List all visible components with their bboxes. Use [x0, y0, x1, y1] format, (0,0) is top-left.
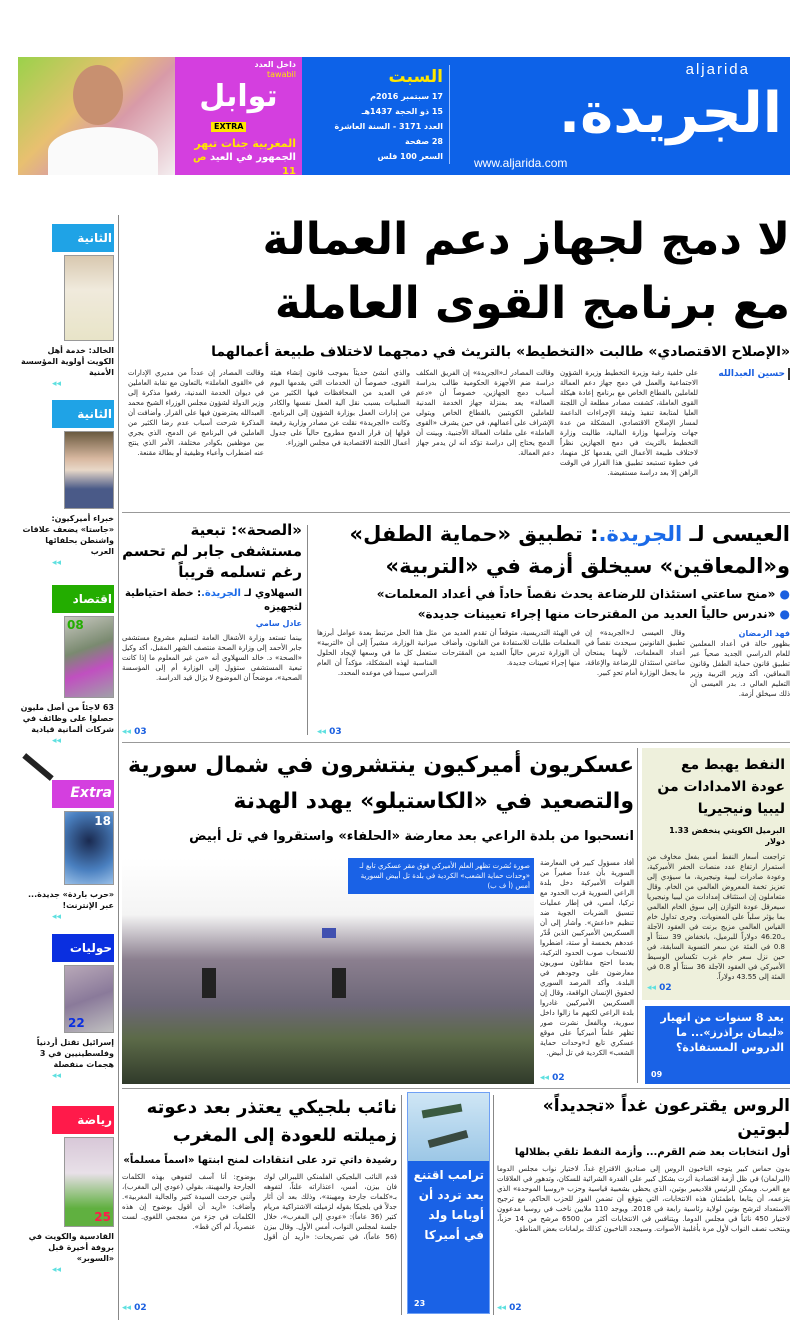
syria-headline-line2: والتصعيد في «الكاستيلو» يهدد الهدنة: [233, 789, 634, 814]
promo-photo: [18, 57, 175, 175]
sidebar-caption[interactable]: 63 لاجئاً من أصل مليون حصلوا على وظائف في شركات ألمانية قيادية: [20, 703, 114, 734]
sidebar-item[interactable]: [20, 934, 114, 1082]
headline-text: العيسى لـ: [689, 522, 790, 546]
syria-body: أفاد مسؤول كبير في المعارضة السورية بأن عدداً صغيراً من القوات الأميركية دخل بلدة الراعي السورية قرب الحدود مع تركيا، أمس، في إطار عمليات تنسيق الضربات الجوية ضد تنظيم «داعش». وأشار إلى أن العسكريين الأميركيين الذين قُدّر عددهم بخمسة أو ستة، اضطروا للانسحاب صوب الحدود التركية، بعدما احتج مقاتلون سوريون معارضون على وجودهم في البلدة. وأكد المرصد السوري لحقوق الإنسان الواقعة، وقال إن العسكريين الأميركيين غادروا بلدة الراعي لكنهم ما زالوا داخل سورية، وبالفعل نشرت صور تظهر علماً أميركياً على موقع عسكري تابع لـ«وحدات حماية الشعب» الكردية في تل أبيض.: [540, 859, 634, 1057]
section-header[interactable]: رياضة: [52, 1106, 114, 1134]
oil-box: [642, 748, 790, 1000]
lead-story: [122, 208, 790, 510]
headline-text: : تطبيق «حماية الطفل»: [349, 522, 599, 546]
sidebar-item[interactable]: [20, 400, 114, 569]
subhead-text: : خطة احتياطية لتجهيزه: [124, 588, 302, 613]
sidebar-item[interactable]: [20, 224, 114, 390]
russia-headline[interactable]: الروس يقترعون غداً «تجديداً» لبوتين: [542, 1096, 790, 1140]
sidebar-item[interactable]: [20, 780, 114, 923]
sidebar-photo: [64, 1137, 114, 1227]
more-arrow-icon[interactable]: ◂◂: [52, 379, 62, 389]
section-header[interactable]: حوليات: [52, 934, 114, 962]
education-column: في الهيئة التدريسية، متوقعاً أن تقدم العديد من المعلمات طلبات للاستفادة من القانون، وأضاف أن الوزارة تدرس حالياً العديد من المقترحات منها إجراء تعيينات جديدة.: [442, 629, 580, 667]
date-gregorian: 17 سبتمبر 2016م: [370, 92, 443, 101]
sidebar-photo: [64, 616, 114, 698]
website-link[interactable]: www.aljarida.com: [474, 156, 568, 170]
health-byline: عادل سامي: [255, 619, 302, 628]
oil-headline[interactable]: النفط يهبط مع عودة الامدادات من ليبيا ونيجيريا: [657, 757, 785, 817]
continue-page-link[interactable]: ◂◂ 02: [647, 982, 785, 994]
health-body: بينما تستعد وزارة الأشغال العامة لتسليم مشروع مستشفى جابر الأحمد إلى وزارة الصحة منتصف الشهر المقبل، أكد وكيل «الصحة» د. خالد السهلاوي أنه «من غير المعلوم ما إذا كانت تبعية المستشفى ستؤول إلى الوزارة أم إلى المؤسسة الصحية»، موضحاً أن الموضوع لا يزال قيد الدراسة.: [122, 634, 302, 682]
education-bullets: ● «منح ساعتي استئذان للرضاعة يحدث نقصاً حاداً في أعداد المعلمات» ● «ندرس حالياً العديد من المقترحات منها إجراء تعيينات جديدة»: [376, 587, 790, 621]
trump-headline: ترامب اقتنع بعد تردد أن أوباما ولد في أميركا: [413, 1168, 484, 1242]
russia-body: بدون حماس كبير يتوجه الناخبون الروس إلى صناديق الاقتراع غداً، لاختيار نواب مجلس الدوما (البرلمان) في ظل أزمة اقتصادية أثرت بشكل كبير على القدرة الشرائية للسكان، وتدهور في العلاقات مع الغرب. ويمكن للرئيس فلاديمير بوتين، الذي يحظى بشعبية قياسية وحزب «روسيا الموحدة» الذي يتزعمه، أن يتابعا باطمئنان هذه الانتخابات، التي يتوقع أن تضمن الفوز للحزب الحاكم، مع ترجيح الاستعداد لترشح بوتين لولاية رئاسية رابعة في 2018. ويوجد 110 ملايين ناخب في روسيا مدعوون لاختيار 450 نائباً في مجلس الدوما. ويتنافس في الانتخابات أكثر من 6500 مرشح من 14 حزباً، وينتخب نصف النواب لأول مرة بأغلبية الأصوات. وسيجدد الناخبون كذلك برلمانات بعض المناطق.: [497, 1165, 790, 1233]
education-headline-line2: و«المعاقين» سيخلق أزمة في «التربية»: [385, 554, 790, 578]
lead-column: على خلفية رغبة وزيرة التخطيط وزيرة الشؤون الاجتماعية والعمل في دمج جهاز دعم العمالة للعاملين بالقطاع الخاص مع برنامج إعادة هيكلة القوى العاملة، كشفت مصادر مطلعة أن اللجنة العليا لمتابعة تنفيذ وثيقة الإجراءات الداعمة لمسار الإصلاح الاقتصادي، المشكلة من عدة جهات وترأسها وزارة المالية، طالبت وزارة التخطيط بالتريث في دمج الجهازين نظراً لاختلاف طبيعة الأعمال التي يقدمها كل منهما، في خطوة تستبعد تطبيق هذا القرار في الوقت الراهن إلا بعد دراسة مستفيضة.: [560, 369, 698, 477]
continue-page-link[interactable]: ◂◂ 03: [122, 726, 302, 738]
lead-byline: حسين العبدالله: [704, 368, 790, 380]
belgium-headline[interactable]: نائب بلجيكي يعتذر بعد دعوته زميلته للعودة إلى المغرب: [146, 1097, 397, 1146]
lead-column: وقالت المصادر لـ«الجريدة» إن الفريق المكلف دراسة ضم الأجهزة الحكومية طالب بدراسة أسباب دمج الجهازين، خصوصاً أن «دعم العمالة» يعد بمنزلة جهاز الخدمة المدنية للعاملين الكويتيين بالقطاع الخاص ويتولى الإشراف على أعمالهم، في حين يشرف «القوى العاملة» على ملفات العمالة الأجنبية. وبينت أن الدمج يحتاج إلى دراسة تؤكد أنه لن يدمر جهاز دعم العمالة.: [416, 369, 554, 457]
lead-column: والذي أنشئ حديثاً بموجب قانون إنشاء هيئة القوى، خصوصاً أن الخدمات التي يقدمها اليوم في العديد من المحافظات فيها الكثير من السلبيات بسبب نقل آلية العمل نفسها والكادر من إدارات العمل بوزارة الشؤون إلى البرنامج. وكانت «الجريدة» نقلت عن مصادر وزارية رفيعة قولها إن قرار الدمج مطروح حالياً على جدول أعمال اللجنة الاقتصادية في مجلس الوزراء.: [270, 369, 410, 447]
issue-number: العدد 3171 - السنة العاشرة: [334, 122, 443, 131]
health-story: [122, 520, 302, 738]
belgium-story: [122, 1094, 397, 1314]
page-number: 22: [68, 1016, 85, 1030]
continue-page-link[interactable]: ◂◂ 02: [497, 1302, 790, 1314]
bullet-text: «منح ساعتي استئذان للرضاعة يحدث نقصاً حاداً في أعداد المعلمات»: [376, 587, 776, 601]
sidebar-caption[interactable]: الخالد: خدمة أهل الكويت أولوية المؤسسة الأمنية: [20, 346, 114, 377]
lehman-headline: بعد 8 سنوات من انهيار «ليمان براذرز»... ما الدروس المستفادة؟: [660, 1011, 784, 1054]
promo-brand: توابل: [199, 79, 278, 114]
brand-inline: الجريدة.: [598, 522, 683, 546]
more-arrow-icon[interactable]: ◂◂: [52, 1071, 62, 1081]
syria-subhead: انسحبوا من بلدة الراعي بعد معارضة «الحلفاء» واستقروا في تل أبيض: [189, 829, 634, 844]
page-number: 18: [94, 814, 111, 828]
page-ref: 09: [651, 1070, 663, 1079]
logo[interactable]: الجريدة.: [558, 81, 782, 146]
education-byline: فهد الرمضان: [738, 629, 790, 638]
sidebar-caption[interactable]: القادسية والكويت في بروفة أخيرة قبل «السوبر»: [28, 1232, 114, 1263]
price: السعر 100 فلس: [377, 152, 443, 161]
health-headline[interactable]: «الصحة»: تبعية مستشفى جابر لم تحسم رغم تسلمه قريباً: [122, 521, 302, 581]
sidebar-item[interactable]: [20, 1106, 114, 1276]
promo-line2: الجمهور في العيد: [209, 152, 296, 163]
photo-caption: صورة نُشرت تظهر العلم الأميركي فوق مقر عسكري تابع لـ «وحدات حماية الشعب» الكردية في بلدة تل أبيض السورية أمس (أ ف ب): [348, 858, 534, 894]
more-arrow-icon[interactable]: ◂◂: [52, 1265, 62, 1275]
lead-headline-line2: مع برنامج القوى العاملة: [274, 278, 790, 329]
lead-headline[interactable]: [122, 208, 790, 336]
masthead: [302, 57, 790, 175]
day-name: السبت: [388, 67, 443, 87]
promo-brand-en: tawabil: [266, 70, 296, 79]
sidebar-caption[interactable]: إسرائيل تقتل أردنياً وفلسطينيين في 3 هجمات منفصلة: [36, 1038, 114, 1069]
lead-column: وقالت المصادر إن عدداً من مديري الإدارات في «القوى العاملة» بالتعاون مع نقابة العاملين في ديوان الخدمة المدنية، رفعوا مذكرة إلى وزير الدولة لشؤون مجلس الوزراء الشيخ محمد العبدالله يعترضون فيها على القرار. وأضافت أن المذكرة شرحت أسباب عدم رضا الكثير من العاملين في البرنامج عن الدمج، الذي يجري بين موظفين بكوادر مختلفة، الأمر الذي ينتج عنه اضطراب وأعباء وظيفية أو بطالة مقنعة.: [128, 369, 264, 457]
page-number: 25: [94, 1210, 111, 1224]
continue-page-link[interactable]: ◂◂ 02: [540, 1072, 634, 1084]
promo-line1: المغربية جنات تبهر: [194, 137, 296, 150]
education-headline[interactable]: [312, 518, 790, 582]
syria-headline[interactable]: [122, 748, 634, 820]
page-count: 28 صفحة: [404, 137, 443, 146]
continue-page-link[interactable]: ◂◂ 03: [317, 726, 437, 738]
sidebar-photo: [64, 811, 114, 885]
promo-page: ص 11: [193, 152, 296, 177]
education-story: [312, 518, 790, 738]
section-header[interactable]: الثانية: [52, 224, 114, 252]
oil-subhead: البرميل الكويتي ينخفض 1.33 دولار: [669, 826, 785, 846]
magnifier-icon: [22, 753, 53, 781]
education-column: بظهور حالة في أعداد المعلمين للعام الدراسي الجديد صحياً عبر تطبيق قانون حماية الطفل وقانون المعاقين، أكد وزير التربية وزير التعليم العالي د. بدر العيسى أن ذلك سيخلق أزمة.: [690, 640, 790, 698]
section-label: Extra: [70, 785, 112, 801]
education-column: مثل هذا الحل مرتبط بعدة عوامل أبرزها ميزانية الوزارة، مشيراً إلى أن «التربية» ستعمل كل ما في وسعها لإيجاد الحلول المناسبة لهذه المشكلة، مؤكداً أن العام الدراسي سيبدأ في موعده المحدد.: [317, 629, 437, 677]
lehman-box[interactable]: [645, 1006, 790, 1084]
promo-extra-badge: EXTRA: [211, 122, 246, 132]
page-number: 08: [67, 618, 84, 632]
lead-headline-line1: لا دمج لجهاز دعم العمالة: [262, 214, 790, 265]
education-column: وقال العيسى لـ«الجريدة» إن تطبيق القانونين سيحدث نقصاً في أعداد المعلمات، لأنهما يمنحان ساعتي استئذان للرضاعة والإعاقة، ما يجعل الوزارة أمام تحدٍ كبير.: [585, 629, 685, 677]
section-header[interactable]: اقتصاد: [52, 585, 114, 613]
oil-body: تراجعت أسعار النفط أمس بفعل مخاوف من استمرار ارتفاع عدد منصات الحفر الأميركية، وعودة صادرات ليبية ونيجيرية، ما سيؤدي إلى تعزيز تخمة المعروض العالمي من الخام. وقال متعاملون إن استئناف إمدادات من ليبيا ونيجيريا سيعرقل عودة التوازن إلى سوق الخام العالمي بما يؤثر سلباً على المعنويات. وجرى تداول خام القياس العالمي مزيج برنت في العقود الآجلة بـ46.20 دولاراً للبرميل، بانخفاض 39 سنتاً أو 0.8 في المئة عن سعر التسوية السابقة، في حين نزل سعر خام غرب تكساس الوسيط الأميركي في العقود الآجلة 36 سنتاً أو 0.8 في المئة إلى 43.55 دولاراً.: [647, 853, 785, 981]
trump-photo: [408, 1093, 489, 1161]
sidebar-caption[interactable]: «حرب باردة» جديدة... عبر الإنترنت!: [28, 890, 114, 910]
subhead-text: السهلاوي لـ: [244, 588, 302, 599]
lead-subhead: «الإصلاح الاقتصادي» طالبت «التخطيط» بالتريث في دمجهما لاختلاف طبيعة أعمالهما: [211, 344, 790, 360]
promo-inside-label: داخل العدد: [254, 60, 296, 69]
brand-inline: الجريدة.: [201, 588, 241, 599]
date-block: [306, 65, 450, 164]
belgium-body: قدم النائب البلجيكي الفلمنكي الليبرالي لوك فان بيزن، أمس، اعتذاراته علناً، لتفوهه بـ«كلمات جارحة ومهينة»، وذلك بعد أن أثار جدلاً في بلجيكا بقوله لزميلته الاشتراكية مريام كتير (36 عاماً): «عودي إلى المغرب»، خلال جلسة لمجلس النواب، أمس الأول. وقال بيزن (56 عاماً)، في تصريحات: «أريد أن أقول بوضوح: أنا آسف لتفوهي بهذه الكلمات الجارحة والمهينة، بقولي (عودي إلى المغرب)، وأنني جرحت السيدة كتير والجالية المغربية». وأضاف: «أريد أن أقول بوضوح إن هذه الكلمات في جزء من معجمي اللغوي. لست عنصرياً، لم أكن قط».: [122, 1173, 397, 1241]
sidebar-caption[interactable]: خبراء أميركيون: «جاستا» يضعف علاقات واشنطن بحلفائها العرب: [22, 514, 114, 556]
russia-story: [497, 1094, 790, 1314]
section-header[interactable]: الثانية: [52, 400, 114, 428]
belgium-subhead: رشيدة داتي ترد على انتقادات لمنح ابنتها «اسماً مسلماً»: [123, 1155, 397, 1166]
russia-subhead: أول انتخابات بعد ضم القرم... وأزمة النفط تلقي بظلالها: [514, 1147, 790, 1158]
syria-body-column: [540, 858, 634, 1084]
syria-headline-line1: عسكريون أميركيون ينتشرون في شمال سورية: [127, 753, 634, 778]
sidebar-photo: [64, 965, 114, 1033]
trump-box[interactable]: [407, 1092, 490, 1314]
more-arrow-icon[interactable]: ◂◂: [52, 558, 62, 568]
sidebar-item[interactable]: [20, 585, 114, 747]
section-header[interactable]: [52, 780, 114, 808]
sidebar-photo: [64, 431, 114, 509]
logo-latin: aljarida: [685, 61, 750, 78]
promo-tawabil[interactable]: [175, 57, 302, 175]
sidebar-photo: [64, 255, 114, 341]
syria-photo: [122, 858, 534, 1084]
more-arrow-icon[interactable]: ◂◂: [52, 736, 62, 746]
page-ref: 23: [414, 1299, 426, 1308]
health-subhead: [122, 587, 302, 615]
continue-page-link[interactable]: ◂◂ 02: [122, 1302, 397, 1314]
date-hijri: 15 ذو الحجة 1437هـ: [361, 107, 443, 116]
bullet-text: «ندرس حالياً العديد من المقترحات منها إجراء تعيينات جديدة»: [417, 607, 776, 621]
more-arrow-icon[interactable]: ◂◂: [52, 912, 62, 922]
